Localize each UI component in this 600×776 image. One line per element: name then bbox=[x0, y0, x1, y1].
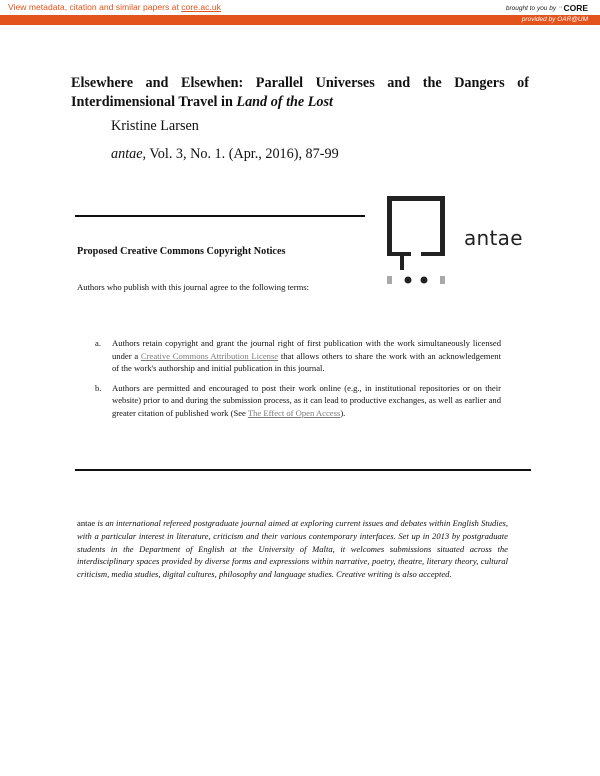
brought-to-you bbox=[506, 3, 588, 13]
term-text-after: ). bbox=[340, 407, 346, 418]
core-provided-bar bbox=[0, 15, 600, 25]
citation-details: , Vol. 3, No. 1. (Apr., 2016), 87-99 bbox=[142, 146, 339, 162]
divider-bottom bbox=[75, 469, 531, 471]
core-logo-icon: ·· bbox=[559, 4, 563, 11]
about-journal-name: antae bbox=[77, 518, 96, 528]
citation bbox=[111, 146, 339, 163]
term-text-after: that allows others to share the work with an acknowledgement of the work's authorship and initial publication in this journal. bbox=[112, 350, 501, 374]
term-text-before: Authors are permitted and encouraged to post their work online (e.g., in institutional repositories or on their website) prior to and during the submission process, as it can lead to productive exchanges, as well as earlier and greater citation of published work (See bbox=[112, 382, 501, 418]
term-item bbox=[95, 382, 501, 420]
core-link-text: View metadata, citation and similar papers at bbox=[8, 2, 179, 12]
author-name: Kristine Larsen bbox=[111, 118, 199, 134]
open-access-link[interactable]: The Effect of Open Access bbox=[247, 407, 341, 418]
core-logo-text: CORE bbox=[563, 3, 588, 13]
term-marker: a. bbox=[95, 338, 101, 348]
core-link-domain: core.ac.uk bbox=[181, 2, 221, 12]
antae-wordmark: antae bbox=[464, 226, 523, 250]
title-line-2 bbox=[71, 94, 333, 110]
journal-about bbox=[77, 517, 508, 581]
divider-top bbox=[75, 215, 365, 217]
copyright-terms-list bbox=[95, 337, 501, 427]
core-logo[interactable] bbox=[559, 3, 588, 13]
cc-license-link[interactable]: Creative Commons Attribution License bbox=[140, 350, 279, 361]
term-item bbox=[95, 337, 501, 375]
copyright-intro: Authors who publish with this journal agree to the following terms: bbox=[77, 282, 310, 292]
article-title bbox=[71, 74, 529, 112]
term-marker: b. bbox=[95, 382, 102, 393]
core-metadata-link[interactable] bbox=[8, 2, 221, 12]
provided-by[interactable]: provided by OAR@UM bbox=[521, 16, 588, 23]
citation-journal: antae bbox=[111, 146, 143, 162]
copyright-heading: Proposed Creative Commons Copyright Notices bbox=[77, 246, 286, 257]
about-text: is an international refereed postgraduate journal aimed at exploring current issues and debates within English Studies, with a particular interest in literature, criticism and their various contemporary interfaces. Set up in 2013 by postgraduate students in the Department of English at the University of Malta, it welcomes submissions situated across the interdisciplinary spaces provided by diverse forms and expressions within narrative, poetry, theatre, literary theory, cultural criticism, media studies, digital cultures, philosophy and language studies. Creative writing is also accepted. bbox=[77, 518, 508, 580]
title-line-1: Elsewhere and Elsewhen: Parallel Universes and the Dangers of bbox=[71, 75, 529, 91]
core-banner bbox=[0, 0, 600, 15]
brought-text: brought to you by bbox=[505, 4, 557, 12]
term-text-before: Authors retain copyright and grant the journal right of first publication with the work simultaneously licensed under a bbox=[112, 338, 501, 361]
title-line-2-prefix: Interdimensional Travel in bbox=[71, 94, 237, 110]
title-film-name: Land of the Lost bbox=[236, 94, 333, 110]
